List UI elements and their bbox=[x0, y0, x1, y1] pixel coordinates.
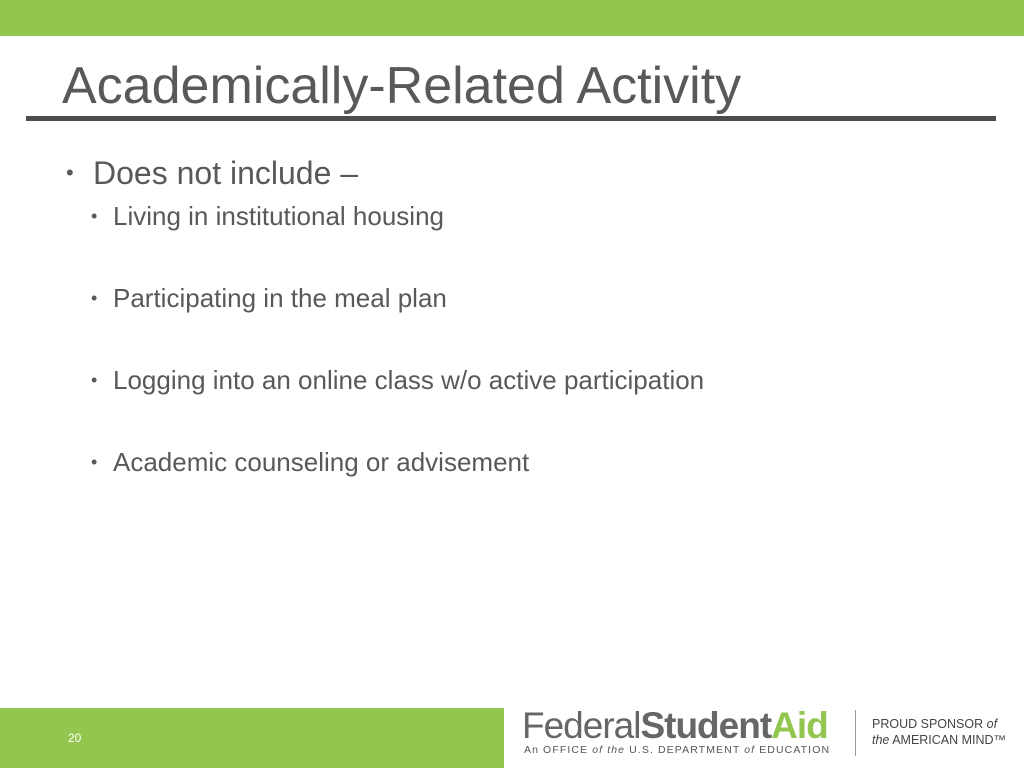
sponsor-part: AMERICAN MIND™ bbox=[892, 733, 1007, 747]
title-underline bbox=[26, 116, 996, 121]
tagline-part: An OFFICE bbox=[524, 744, 589, 756]
sponsor-text bbox=[872, 716, 1006, 748]
sub-bullet-text: Participating in the meal plan bbox=[113, 283, 447, 313]
bullet-dot: • bbox=[91, 288, 98, 308]
bullet-dot: • bbox=[66, 160, 74, 185]
tagline-part: the bbox=[607, 744, 626, 756]
tagline-part: of bbox=[592, 744, 604, 756]
logo-divider bbox=[855, 710, 856, 756]
federal-student-aid-logo bbox=[522, 706, 852, 762]
sub-bullet-text: Logging into an online class w/o active participation bbox=[113, 365, 705, 395]
slide-title: Academically-Related Activity bbox=[62, 57, 742, 115]
tagline-part: of bbox=[744, 744, 756, 756]
logo-student-text: Student bbox=[640, 705, 772, 746]
main-bullet-text: Does not include – bbox=[93, 155, 359, 191]
sponsor-part: of bbox=[986, 717, 998, 731]
sub-bullet-text: Living in institutional housing bbox=[113, 201, 444, 231]
bullet-dot: • bbox=[91, 452, 98, 472]
bullet-dot: • bbox=[91, 206, 98, 226]
tagline-part: U.S. DEPARTMENT bbox=[629, 744, 741, 756]
logo-tagline bbox=[524, 744, 830, 756]
logo-aid-text: Aid bbox=[771, 705, 828, 746]
sponsor-part: the bbox=[872, 733, 890, 747]
logo-federal-text: Federal bbox=[522, 705, 641, 746]
top-accent-bar bbox=[0, 0, 1024, 36]
sponsor-part: PROUD SPONSOR bbox=[872, 717, 984, 731]
tagline-part: EDUCATION bbox=[759, 744, 831, 756]
sub-bullet-text: Academic counseling or advisement bbox=[113, 447, 530, 477]
bullet-dot: • bbox=[91, 370, 98, 390]
logo-wordmark bbox=[522, 706, 828, 746]
slide-number: 20 bbox=[68, 731, 82, 745]
